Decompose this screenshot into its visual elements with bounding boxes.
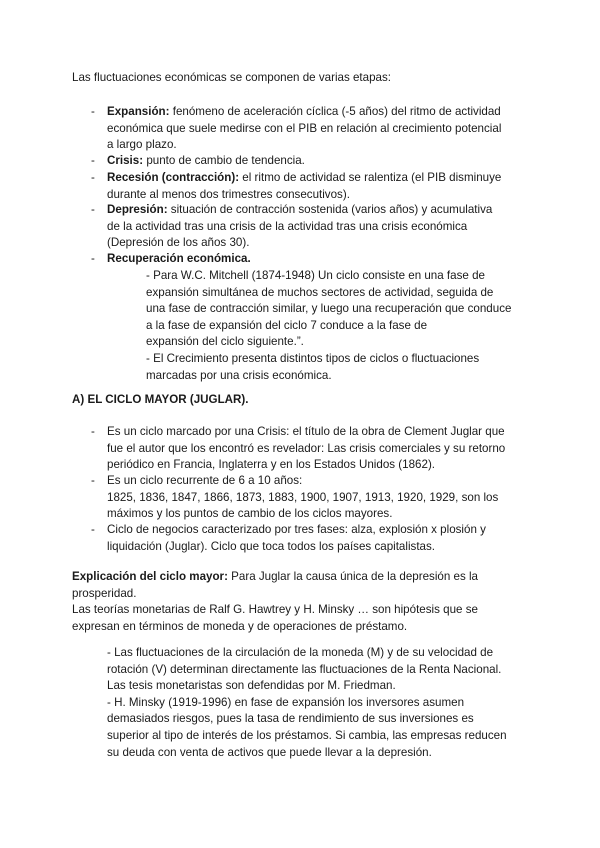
bullet-dash: - bbox=[91, 252, 95, 265]
monetary-line-5: demasiados riesgos, pues la tasa de rendimiento de sus inversiones es bbox=[107, 712, 474, 726]
recovery-line-3: una fase de contracción similar, y luego una recuperación que conduce bbox=[146, 302, 512, 316]
section-a-item-3-line-1: Ciclo de negocios caracterizado por tres fases: alza, explosión x plosión y bbox=[107, 523, 486, 536]
explanation-line-1: Para Juglar la causa única de la depresión es la bbox=[227, 570, 479, 583]
section-a-item-1-line-1: Es un ciclo marcado por una Crisis: el título de la obra de Clement Juglar que bbox=[107, 425, 505, 438]
monetary-line-6: superior al tipo de interés de los préstamos. Si cambia, las empresas reducen bbox=[107, 728, 507, 742]
section-a-item-2 bbox=[107, 473, 532, 523]
section-a-item-2-line-3: máximos y los puntos de cambio de los ciclos mayores. bbox=[107, 507, 393, 521]
term-expansion: Expansión: bbox=[107, 105, 170, 118]
recovery-subpoints bbox=[146, 268, 536, 384]
explanation-term: Explicación del ciclo mayor: bbox=[72, 570, 228, 583]
section-a-item-3 bbox=[107, 522, 532, 555]
explanation-line-2: prosperidad. bbox=[72, 586, 137, 600]
bullet-dash: - bbox=[91, 523, 95, 536]
explanation-paragraph bbox=[72, 569, 542, 635]
term-recession: Recesión (contracción): bbox=[107, 171, 240, 184]
monetary-subpoints bbox=[107, 645, 532, 761]
section-a-heading: A) EL CICLO MAYOR (JUGLAR). bbox=[72, 393, 249, 406]
intro-text: Las fluctuaciones económicas se componen de varias etapas: bbox=[72, 71, 392, 84]
bullet-dash: - bbox=[91, 474, 95, 487]
stage-expansion-line-3: a largo plazo. bbox=[107, 138, 177, 152]
stage-expansion-line-2: económica que suele medirse con el PIB en relación al crecimiento potencial bbox=[107, 121, 502, 135]
monetary-line-1: - Las fluctuaciones de la circulación de la moneda (M) y de su velocidad de bbox=[107, 646, 494, 659]
recovery-line-1: - Para W.C. Mitchell (1874-1948) Un ciclo consiste en una fase de bbox=[146, 269, 485, 282]
section-a-item-1-line-3: periódico en Francia, Inglaterra y en los Estados Unidos (1862). bbox=[107, 458, 436, 472]
stage-recovery bbox=[107, 251, 532, 268]
stage-depression-line-1: situación de contracción sostenida (varios años) y acumulativa bbox=[167, 203, 493, 216]
stage-depression bbox=[107, 202, 532, 252]
stage-depression-line-2: de la actividad tras una crisis de la actividad tras una crisis económica bbox=[107, 219, 468, 233]
explanation-line-4: expresan en términos de moneda y de operaciones de préstamo. bbox=[72, 619, 408, 633]
monetary-line-7: su deuda con venta de activos que puede llevar a la depresión. bbox=[107, 745, 432, 759]
stage-depression-line-3: (Depresión de los años 30). bbox=[107, 236, 250, 250]
section-a-item-3-line-2: liquidación (Juglar). Ciclo que toca todos los países capitalistas. bbox=[107, 539, 436, 553]
monetary-line-3: Las tesis monetaristas son defendidas por M. Friedman. bbox=[107, 679, 396, 693]
term-depression: Depresión: bbox=[107, 203, 168, 216]
term-recovery: Recuperación económica. bbox=[107, 252, 251, 265]
recovery-line-2: expansión simultánea de muchos sectores de actividad, seguida de bbox=[146, 285, 494, 299]
recovery-line-6: - El Crecimiento presenta distintos tipos de ciclos o fluctuaciones bbox=[146, 351, 480, 365]
stage-crisis bbox=[107, 153, 532, 170]
section-a-item-2-line-2: 1825, 1836, 1847, 1866, 1873, 1883, 1900, 1907, 1913, 1920, 1929, son los bbox=[107, 490, 499, 504]
stage-recession bbox=[107, 170, 532, 203]
section-a-item-1 bbox=[107, 424, 532, 474]
explanation-line-3: Las teorías monetarias de Ralf G. Hawtrey y H. Minsky … son hipótesis que se bbox=[72, 603, 478, 617]
stage-recession-line-2: durante al menos dos trimestres consecutivos). bbox=[107, 187, 350, 201]
term-crisis: Crisis: bbox=[107, 154, 144, 167]
bullet-dash: - bbox=[91, 171, 95, 184]
stage-expansion bbox=[107, 104, 532, 154]
bullet-dash: - bbox=[91, 154, 95, 167]
section-a-item-1-line-2: fue el autor que los encontró es revelador: Las crisis comerciales y su retorno bbox=[107, 441, 506, 455]
monetary-line-2: rotación (V) determinan directamente las fluctuaciones de la Renta Nacional. bbox=[107, 662, 502, 676]
recovery-line-5: expansión del ciclo siguiente.”. bbox=[146, 335, 304, 349]
recovery-line-7: marcadas por una crisis económica. bbox=[146, 368, 332, 382]
stage-crisis-line-1: punto de cambio de tendencia. bbox=[143, 154, 305, 167]
stage-expansion-line-1: fenómeno de aceleración cíclica (-5 años) del ritmo de actividad bbox=[169, 105, 501, 118]
recovery-line-4: a la fase de expansión del ciclo 7 conduce a la fase de bbox=[146, 318, 428, 332]
section-a-item-2-line-1: Es un ciclo recurrente de 6 a 10 años: bbox=[107, 474, 303, 487]
bullet-dash: - bbox=[91, 203, 95, 216]
bullet-dash: - bbox=[91, 105, 95, 118]
stage-recession-line-1: el ritmo de actividad se ralentiza (el PIB disminuye bbox=[239, 171, 502, 184]
bullet-dash: - bbox=[91, 425, 95, 438]
monetary-line-4: - H. Minsky (1919-1996) en fase de expansión los inversores asumen bbox=[107, 695, 465, 709]
